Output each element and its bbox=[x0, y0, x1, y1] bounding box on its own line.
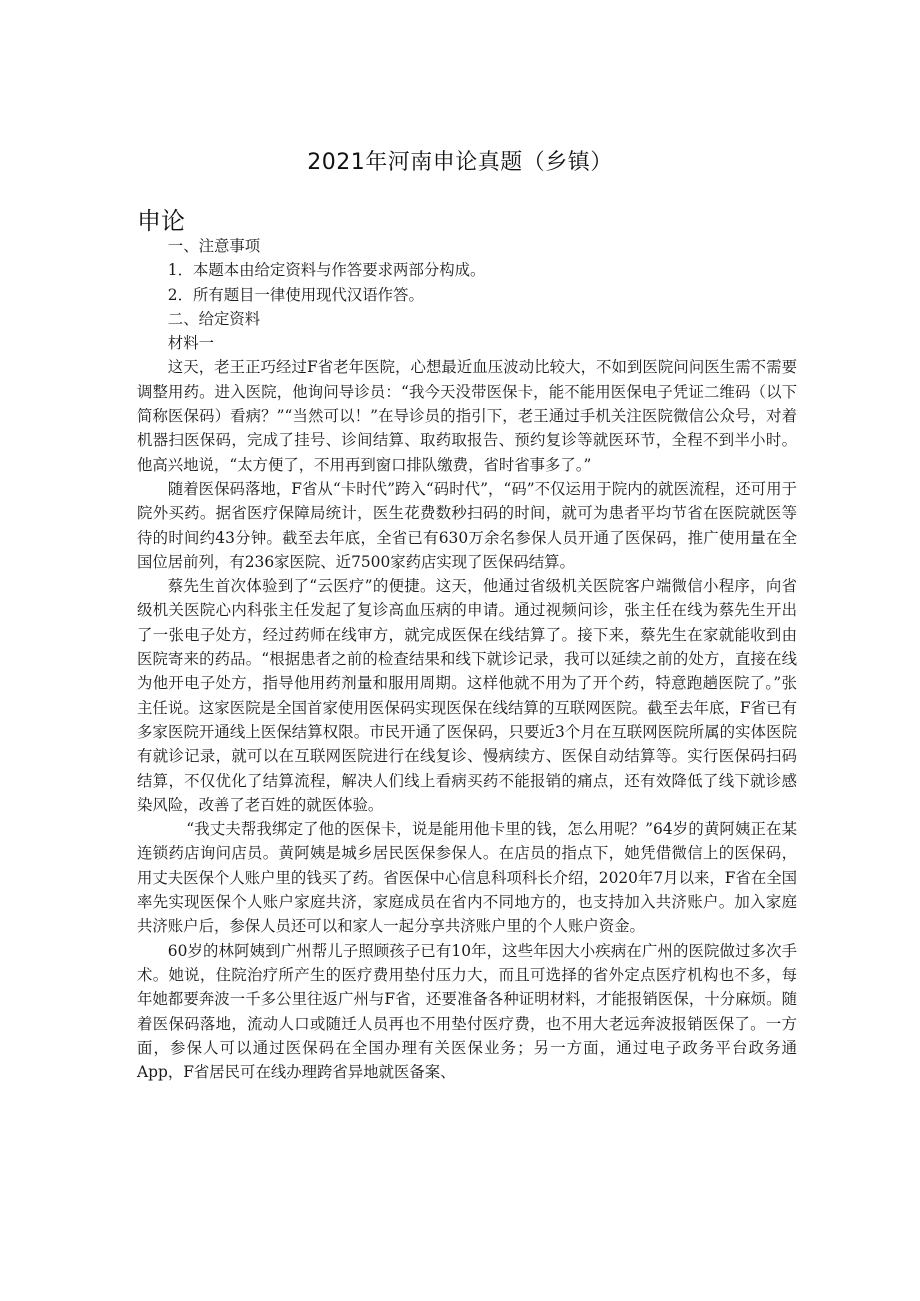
document-title: 2021年河南申论真题（乡镇） bbox=[307, 150, 613, 175]
notice-item-1: 1．本题本由给定资料与作答要求两部分构成。 bbox=[167, 261, 486, 280]
body-paragraph: 蔡先生首次体验到了“云医疗”的便捷。这天，他通过省级机关医院客户端微信小程序，向省级机关医院心内科张主任发起了复诊高血压病的申请。通过视频问诊，张主任在线为蔡先生开出了一张电子处方，经过药师在线审方，就完成医保在线结算了。接下来，蔡先生在家就能收到由医院寄来的药品。“根据患者之前的检查结果和线下就诊记录，我可以延续之前的处方，直接在线为他开电子处方，指导他用药剂量和服用周期。这样他就不用为了开个药，特意跑趟医院了。”张主任说。这家医院是全国首家使用医保码实现医保在线结算的互联网医院。截至去年底，F省已有多家医院开通线上医保结算权限。市民开通了医保码，只要近3个月在互联网医院所属的实体医院有就诊记录，就可以在互联网医院进行在线复诊、慢病续方、医保自动结算等。实行医保码扫码结算，不仅优化了结算流程，解决人们线上看病买药不能报销的痛点，还有效降低了线下就诊感染风险，改善了老百姓的就医体验。 bbox=[137, 577, 797, 814]
materials-heading: 二、给定资料 bbox=[167, 309, 261, 328]
document-body bbox=[137, 234, 797, 1084]
body-paragraph: “我丈夫帮我绑定了他的医保卡，说是能用他卡里的钱，怎么用呢？”64岁的黄阿姨正在某连锁药店询问店员。黄阿姨是城乡居民医保参保人。在店员的指点下，她凭借微信上的医保码，用丈夫医保个人账户里的钱买了药。省医保中心信息科项科长介绍，2020年7月以来，F省在全国率先实现医保个人账户家庭共济，家庭成员在省内不同地方的，也支持加入共济账户。加入家庭共济账户后，参保人员还可以和家人一起分享共济账户里的个人账户资金。 bbox=[137, 820, 797, 936]
body-paragraph: 随着医保码落地，F省从“卡时代”跨入“码时代”，“码”不仅运用于院内的就医流程，还可用于院外买药。据省医疗保障局统计，医生花费数秒扫码的时间，就可为患者平均节省在医院就医等待的时间约43分钟。截至去年底，全省已有630万余名参保人员开通了医保码，推广使用量在全国位居前列，有236家医院、近7500家药店实现了医保码结算。 bbox=[137, 479, 797, 571]
section-heading: 申论 bbox=[137, 207, 185, 235]
notice-heading: 一、注意事项 bbox=[167, 237, 261, 255]
notice-item-2: 2．所有题目一律使用现代汉语作答。 bbox=[167, 285, 424, 304]
body-paragraph: 60岁的林阿姨到广州帮儿子照顾孩子已有10年，这些年因大小疾病在广州的医院做过多次手术。她说，住院治疗所产生的医疗费用垫付压力大，而且可选择的省外定点医疗机构也不多，每年她都要奔波一千多公里往返广州与F省，还要准备各种证明材料，才能报销医保，十分麻烦。随着医保码落地，流动人口或随迁人员再也不用垫付医疗费，也不用大老远奔波报销医保了。一方面，参保人可以通过医保码在全国办理有关医保业务；另一方面，通过电子政务平台政务通App，F省居民可在线办理跨省异地就医备案、 bbox=[137, 941, 797, 1082]
material-1-heading: 材料一 bbox=[167, 334, 214, 353]
body-paragraph: 这天，老王正巧经过F省老年医院，心想最近血压波动比较大，不如到医院问问医生需不需要调整用药。进入医院，他询问导诊员：“我今天没带医保卡，能不能用医保电子凭证二维码（以下简称医保码）看病？”“当然可以！”在导诊员的指引下，老王通过手机关注医院微信公众号，对着机器扫医保码，完成了挂号、诊间结算、取药取报告、预约复诊等就医环节，全程不到半小时。他高兴地说，“太方便了，不用再到窗口排队缴费，省时省事多了。” bbox=[137, 358, 797, 474]
